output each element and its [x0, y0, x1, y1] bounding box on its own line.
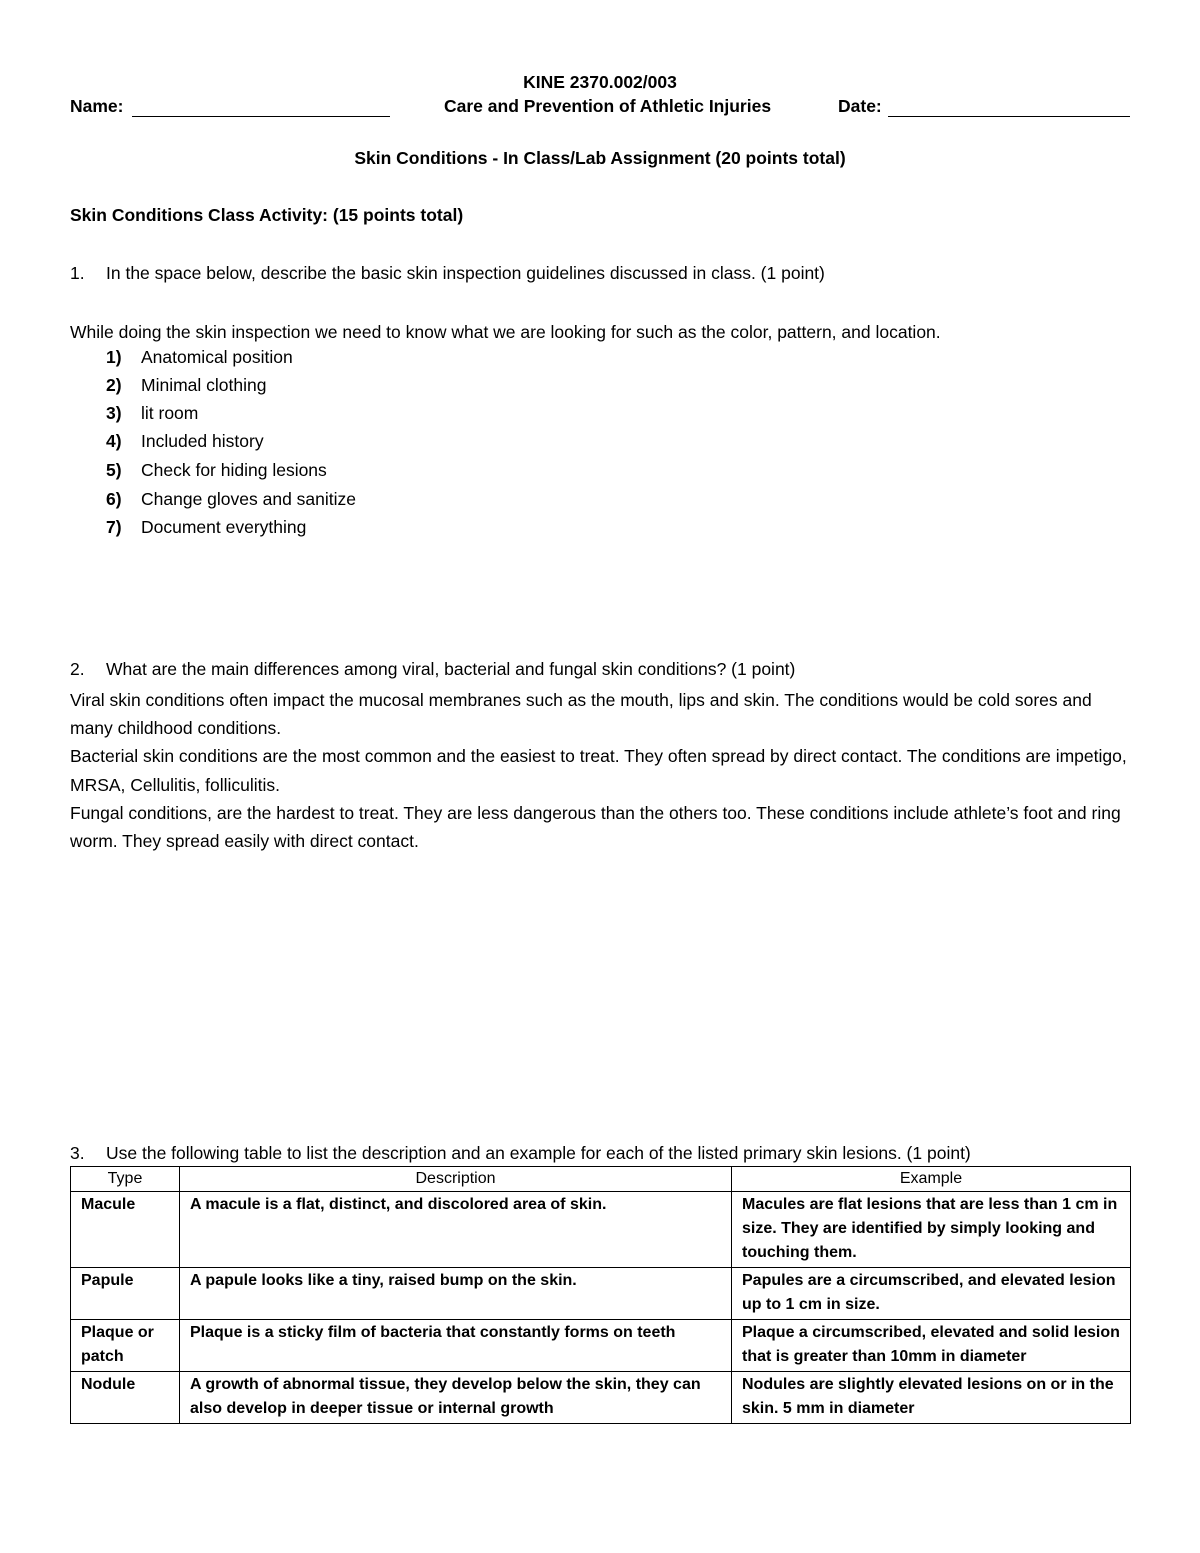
cell-type: Macule — [71, 1192, 180, 1268]
skin-lesions-table — [70, 1166, 1131, 1424]
assignment-title: Skin Conditions - In Class/Lab Assignment (20 points total) — [354, 148, 846, 168]
question-2-number: 2. — [70, 659, 85, 679]
list-item-number: 7) — [106, 517, 122, 537]
table-row — [71, 1372, 1131, 1424]
list-item-text: Change gloves and sanitize — [141, 489, 357, 509]
question-1-text: In the space below, describe the basic skin inspection guidelines discussed in class. (1 point) — [106, 263, 825, 283]
cell-type: Papule — [71, 1268, 180, 1320]
column-header-example: Example — [732, 1167, 1131, 1192]
column-header-type: Type — [71, 1167, 180, 1192]
list-item-text: Check for hiding lesions — [141, 460, 327, 480]
list-item-text: Minimal clothing — [141, 375, 267, 395]
course-title: Care and Prevention of Athletic Injuries — [444, 96, 772, 116]
activity-title: Skin Conditions Class Activity: (15 points total) — [70, 205, 464, 225]
question-2-text: What are the main differences among viral, bacterial and fungal skin conditions? (1 point) — [106, 659, 796, 679]
date-label: Date: — [838, 96, 882, 116]
question-3-text: Use the following table to list the description and an example for each of the listed primary skin lesions. (1 point) — [106, 1143, 971, 1163]
cell-description: A macule is a flat, distinct, and discolored area of skin. — [180, 1192, 732, 1268]
list-item-number: 6) — [106, 489, 122, 509]
list-item-text: Document everything — [141, 517, 307, 537]
question-1-answer-intro: While doing the skin inspection we need to know what we are looking for such as the color, pattern, and location. — [70, 322, 941, 342]
list-item-text: lit room — [141, 403, 199, 423]
name-blank-line — [132, 98, 390, 117]
table-row — [71, 1192, 1131, 1268]
cell-example: Plaque a circumscribed, elevated and solid lesion that is greater than 10mm in diameter — [732, 1320, 1131, 1372]
question-1-number: 1. — [70, 263, 85, 283]
date-blank-line — [888, 98, 1130, 117]
question-2-answer: Viral skin conditions often impact the mucosal membranes such as the mouth, lips and skin. The conditions would be cold sores and many childhood conditions. Bacterial skin conditions are the most common and the easiest to treat. They often spread by direct contact. The conditions are impetigo, MRSA, Cellulitis, folliculitis. Fungal conditions, are the hardest to treat. They are less dangerous than the others too. These conditions include athlete’s foot and ring worm. They spread easily with direct contact. — [70, 690, 1127, 852]
cell-description: Plaque is a sticky film of bacteria that constantly forms on teeth — [180, 1320, 732, 1372]
cell-type: Nodule — [71, 1372, 180, 1424]
cell-example: Papules are a circumscribed, and elevated lesion up to 1 cm in size. — [732, 1268, 1131, 1320]
cell-type: Plaque or patch — [71, 1320, 180, 1372]
column-header-description: Description — [180, 1167, 732, 1192]
question-3-number: 3. — [70, 1143, 85, 1163]
cell-example: Macules are flat lesions that are less than 1 cm in size. They are identified by simply looking and touching them. — [732, 1192, 1131, 1268]
cell-description: A papule looks like a tiny, raised bump on the skin. — [180, 1268, 732, 1320]
list-item-number: 2) — [106, 375, 122, 395]
list-item-number: 5) — [106, 460, 122, 480]
name-label: Name: — [70, 96, 124, 116]
list-item-number: 1) — [106, 347, 122, 367]
table-row — [71, 1320, 1131, 1372]
table-header-row — [71, 1167, 1131, 1192]
list-item-text: Anatomical position — [141, 347, 293, 367]
course-code: KINE 2370.002/003 — [523, 72, 677, 92]
cell-description: A growth of abnormal tissue, they develop below the skin, they can also develop in deeper tissue or internal growth — [180, 1372, 732, 1424]
cell-example: Nodules are slightly elevated lesions on or in the skin. 5 mm in diameter — [732, 1372, 1131, 1424]
list-item-number: 4) — [106, 431, 122, 451]
list-item-number: 3) — [106, 403, 122, 423]
table-row — [71, 1268, 1131, 1320]
list-item-text: Included history — [141, 431, 264, 451]
